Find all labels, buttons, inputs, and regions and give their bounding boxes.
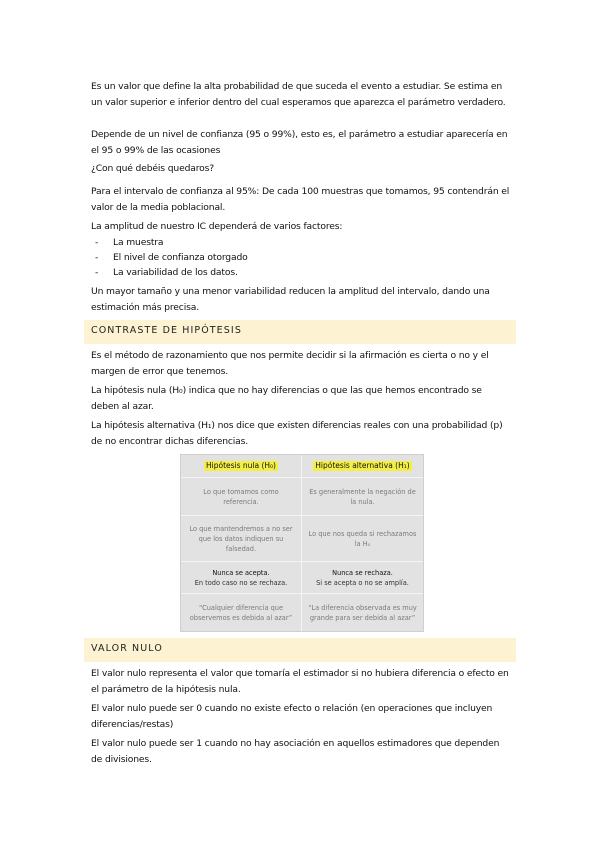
heading-text: CONTRASTE DE HIPÓTESIS [91, 325, 242, 336]
table-cell: “La diferencia observada es muy grande para ser debida al azar” [308, 603, 417, 622]
table-cell: Nunca se rechaza. Si se acepta o no se amplía. [316, 568, 409, 587]
paragraph-pregunta: ¿Con qué debéis quedaros? [91, 163, 214, 174]
paragraph-hipotesis-nula: La hipótesis nula (H₀) indica que no hay diferencias o que las que hemos encontrado se deben al azar. [91, 385, 482, 412]
table-cell: Es generalmente la negación de la nula. [309, 487, 416, 506]
section-heading-valor-nulo [84, 638, 516, 662]
paragraph-valor-nulo-0: El valor nulo puede ser 0 cuando no existe efecto o relación (en operaciones que incluyen diferencias/restas) [91, 703, 493, 730]
list-item: - La muestra [95, 237, 164, 248]
table-cell: Lo que tomamos como referencia. [203, 487, 279, 506]
paragraph-nivel-confianza: Depende de un nivel de confianza (95 o 99%), esto es, el parámetro a estudiar aparecería en el 95 o 99% de las ocasiones [91, 129, 508, 156]
paragraph-intervalo-95: Para el intervalo de confianza al 95%: De cada 100 muestras que tomamos, 95 contendrán el valor de la media poblacional. [91, 186, 510, 213]
hypothesis-table-image [180, 454, 424, 632]
list-item: - La variabilidad de los datos. [95, 267, 238, 278]
factors-list [91, 235, 511, 280]
list-item: - El nivel de confianza otorgado [95, 252, 248, 263]
table-header-null: Hipótesis nula (H₀) [206, 461, 276, 470]
table-cell: Lo que nos queda si rechazamos la H₀ [308, 529, 417, 548]
paragraph-intervalo-definicion: Es un valor que define la alta probabilidad de que suceda el evento a estudiar. Se estima en un valor superior e inferior dentro del cual esperamos que aparezca el parámetro verdadero. [91, 81, 506, 108]
paragraph-contraste-definicion: Es el método de razonamiento que nos permite decidir si la afirmación es cierta o no y el margen de error que tenemos. [91, 350, 489, 377]
table-header-alternative: Hipótesis alternativa (H₁) [315, 461, 410, 470]
paragraph-valor-nulo-1: El valor nulo puede ser 1 cuando no hay asociación en aquellos estimadores que dependen de divisiones. [91, 738, 500, 765]
paragraph-hipotesis-alternativa: La hipótesis alternativa (H₁) nos dice que existen diferencias reales con una probabilidad (p) de no encontrar dichas diferencias. [91, 420, 503, 447]
paragraph-amplitud: La amplitud de nuestro IC dependerá de varios factores: [91, 221, 343, 232]
table-cell: “Cualquier diferencia que observemos es debida al azar” [189, 603, 293, 622]
paragraph-precision: Un mayor tamaño y una menor variabilidad reducen la amplitud del intervalo, dando una estimación más precisa. [91, 286, 490, 313]
table-cell: Nunca se acepta. En todo caso no se rechaza. [194, 568, 288, 587]
table-cell: Lo que mantendremos a no ser que los datos indiquen su falsedad. [189, 524, 293, 553]
heading-text: VALOR NULO [91, 643, 163, 654]
section-heading-contraste [84, 320, 516, 344]
paragraph-valor-nulo: El valor nulo representa el valor que tomaría el estimador si no hubiera diferencia o efecto en el parámetro de la hipótesis nula. [91, 668, 509, 695]
